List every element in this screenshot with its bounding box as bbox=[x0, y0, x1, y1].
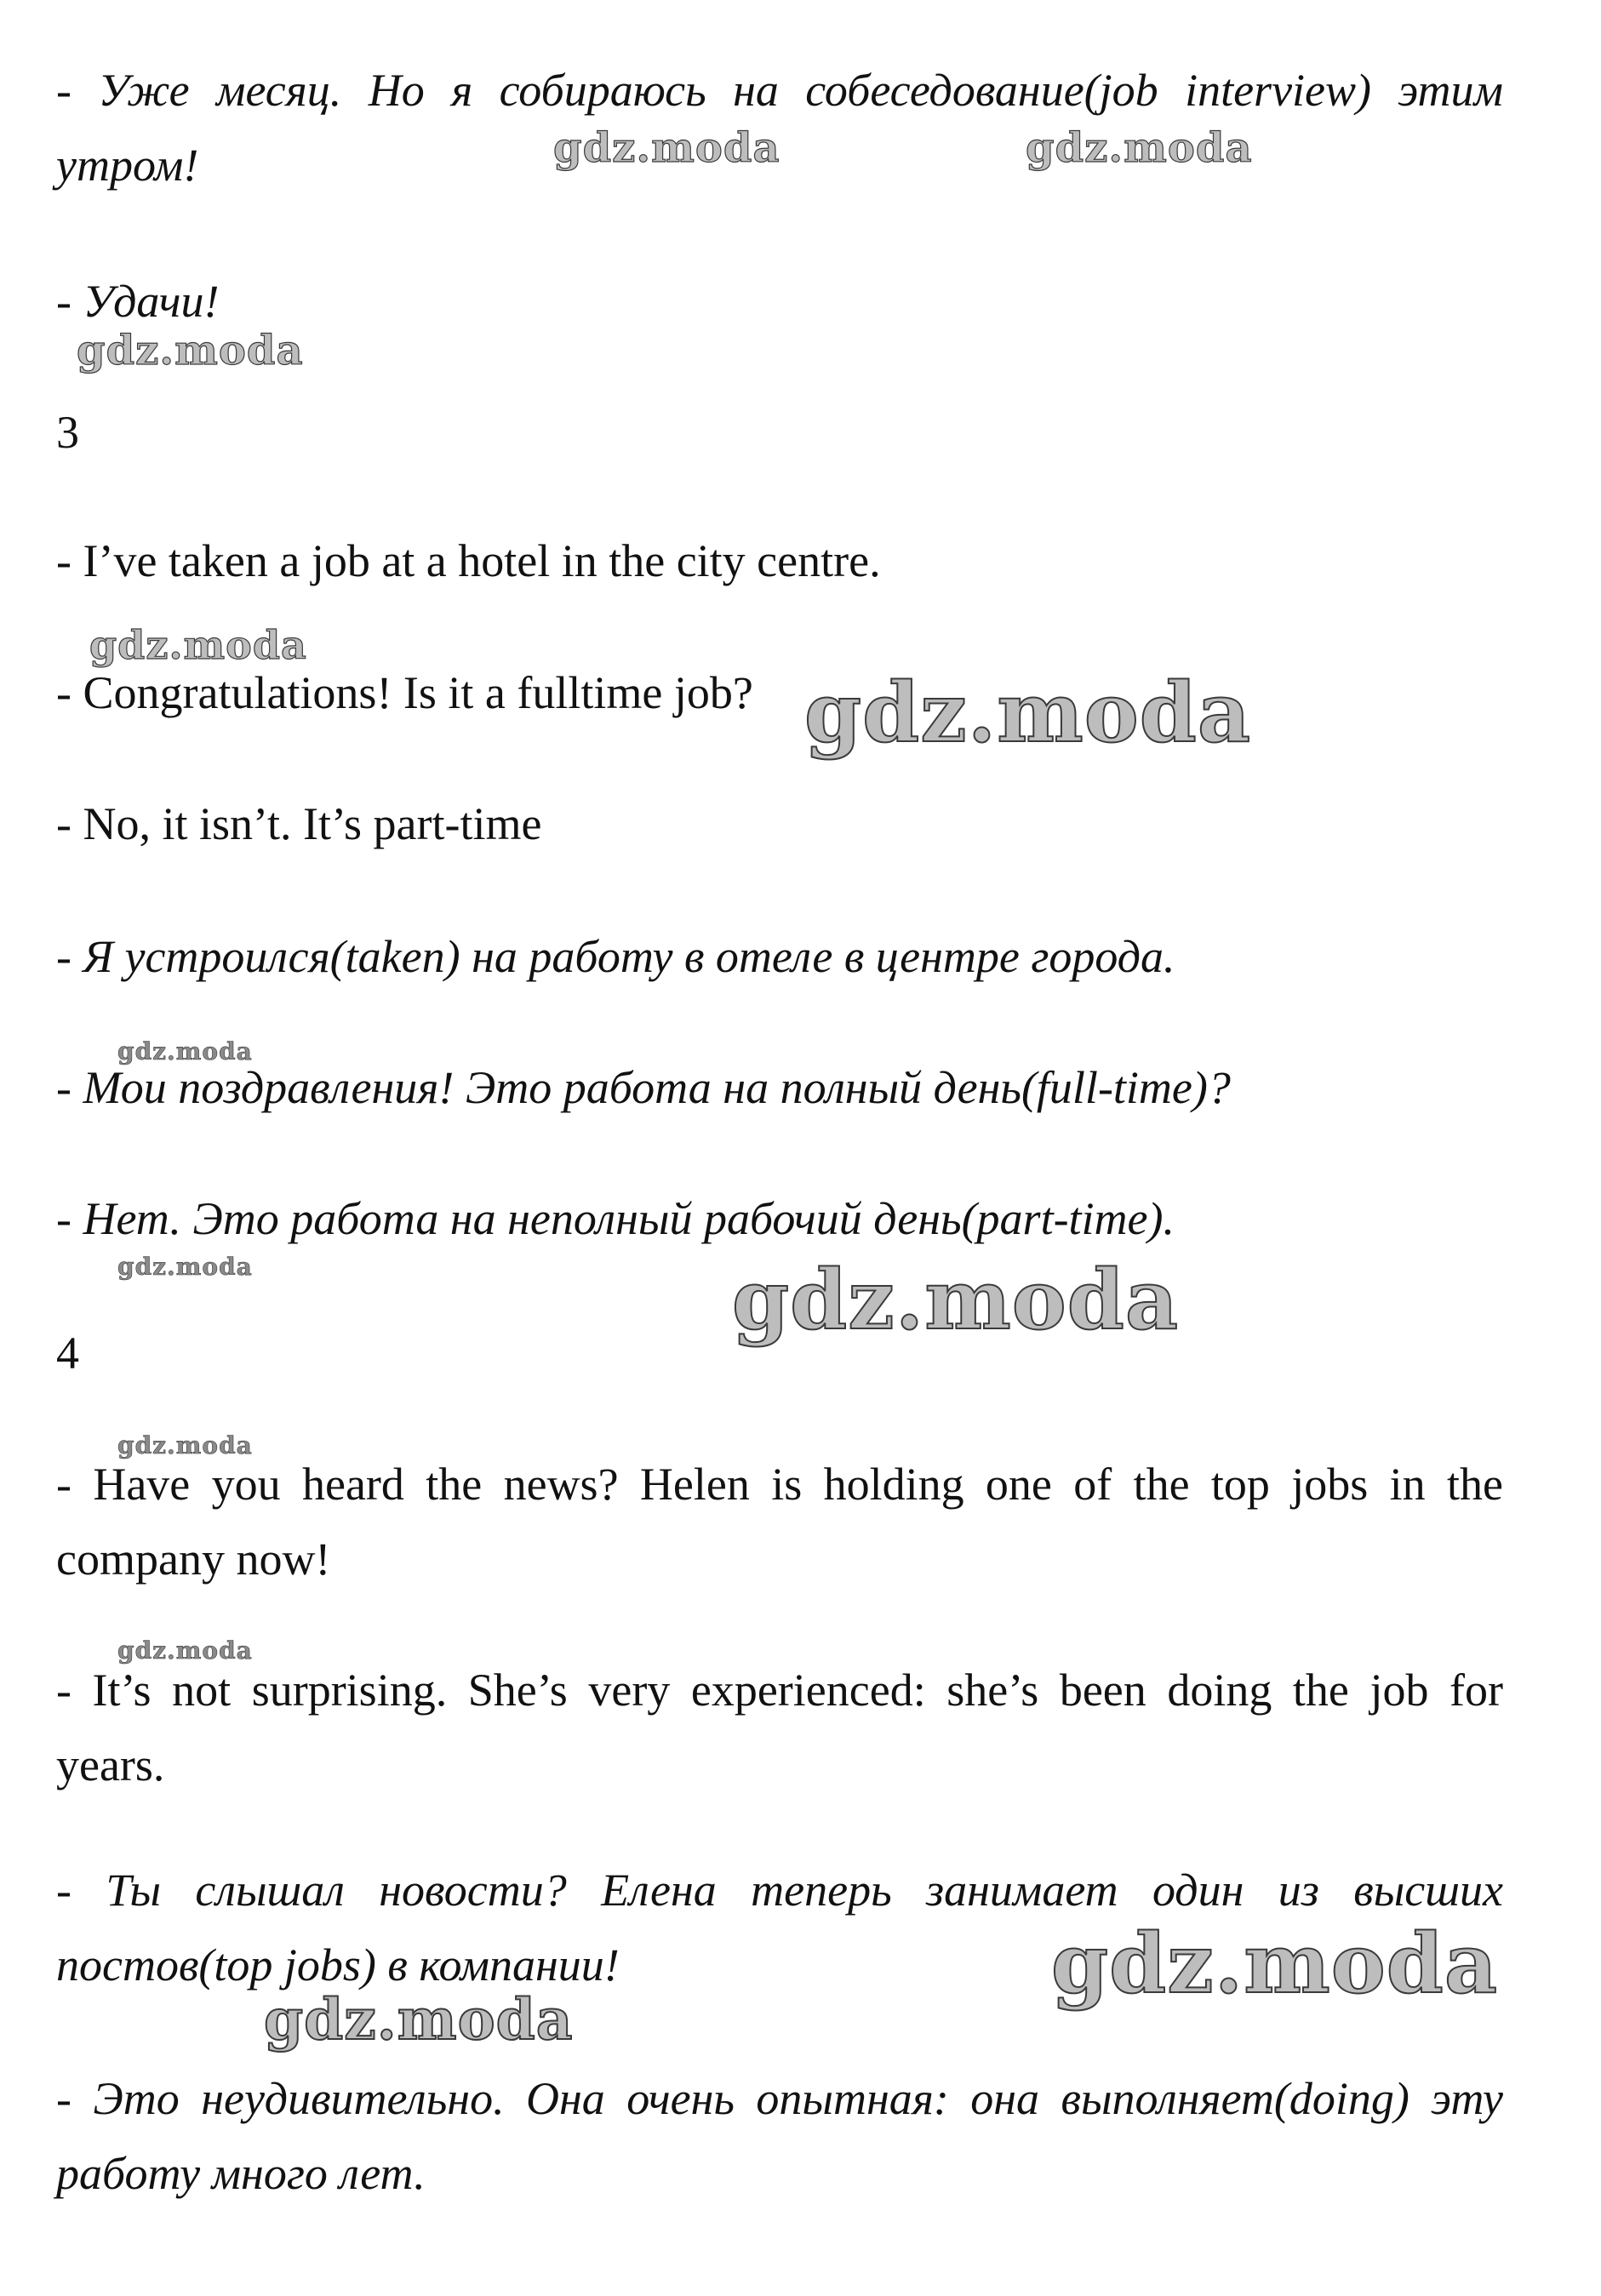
ru-line-part-time: - Нет. Это работа на неполный рабочий день(part-time). bbox=[56, 1193, 1175, 1244]
en-line-taken-job: - I’ve taken a job at a hotel in the city centre. bbox=[56, 535, 881, 586]
en-line-congratulations: - Congratulations! Is it a fulltime job? bbox=[56, 667, 753, 718]
watermark: gdz.moda bbox=[117, 1253, 253, 1281]
en-line-part-time: - No, it isn’t. It’s part-time bbox=[56, 798, 542, 849]
watermark: gdz.moda bbox=[117, 1037, 253, 1065]
watermark: gdz.moda bbox=[732, 1252, 1180, 1348]
watermark: gdz.moda bbox=[553, 124, 780, 172]
watermark: gdz.moda bbox=[804, 665, 1252, 761]
watermark: gdz.moda bbox=[264, 1986, 574, 2053]
watermark: gdz.moda bbox=[117, 1431, 253, 1459]
ru-line-heard-news: - Ты слышал новости? Елена теперь занимает один из высших постов(top jobs) в компании! bbox=[56, 1865, 1503, 1990]
section-number-4: 4 bbox=[56, 1328, 79, 1379]
en-line-not-surprising: - It’s not surprising. She’s very experienced: she’s been doing the job for years. bbox=[56, 1665, 1503, 1791]
watermark: gdz.moda bbox=[1051, 1916, 1499, 2012]
ru-line-good-luck: - Удачи! bbox=[56, 276, 220, 327]
watermark: gdz.moda bbox=[77, 327, 304, 374]
ru-line-taken-job: - Я устроился(taken) на работу в отеле в центре города. bbox=[56, 931, 1175, 982]
ru-line-one-month: - Уже месяц. Но я собираюсь на собеседование(job interview) этим утром! bbox=[56, 65, 1503, 191]
en-line-heard-news: - Have you heard the news? Helen is holding one of the top jobs in the company now! bbox=[56, 1459, 1503, 1585]
ru-line-not-surprising: - Это неудивительно. Она очень опытная: она выполняет(doing) эту работу много лет. bbox=[56, 2073, 1503, 2199]
watermark: gdz.moda bbox=[117, 1636, 253, 1665]
ru-line-congratulations: - Мои поздравления! Это работа на полный день(full-time)? bbox=[56, 1062, 1231, 1113]
watermark: gdz.moda bbox=[1026, 124, 1253, 172]
section-number-3: 3 bbox=[56, 407, 79, 458]
watermark: gdz.moda bbox=[89, 622, 307, 668]
